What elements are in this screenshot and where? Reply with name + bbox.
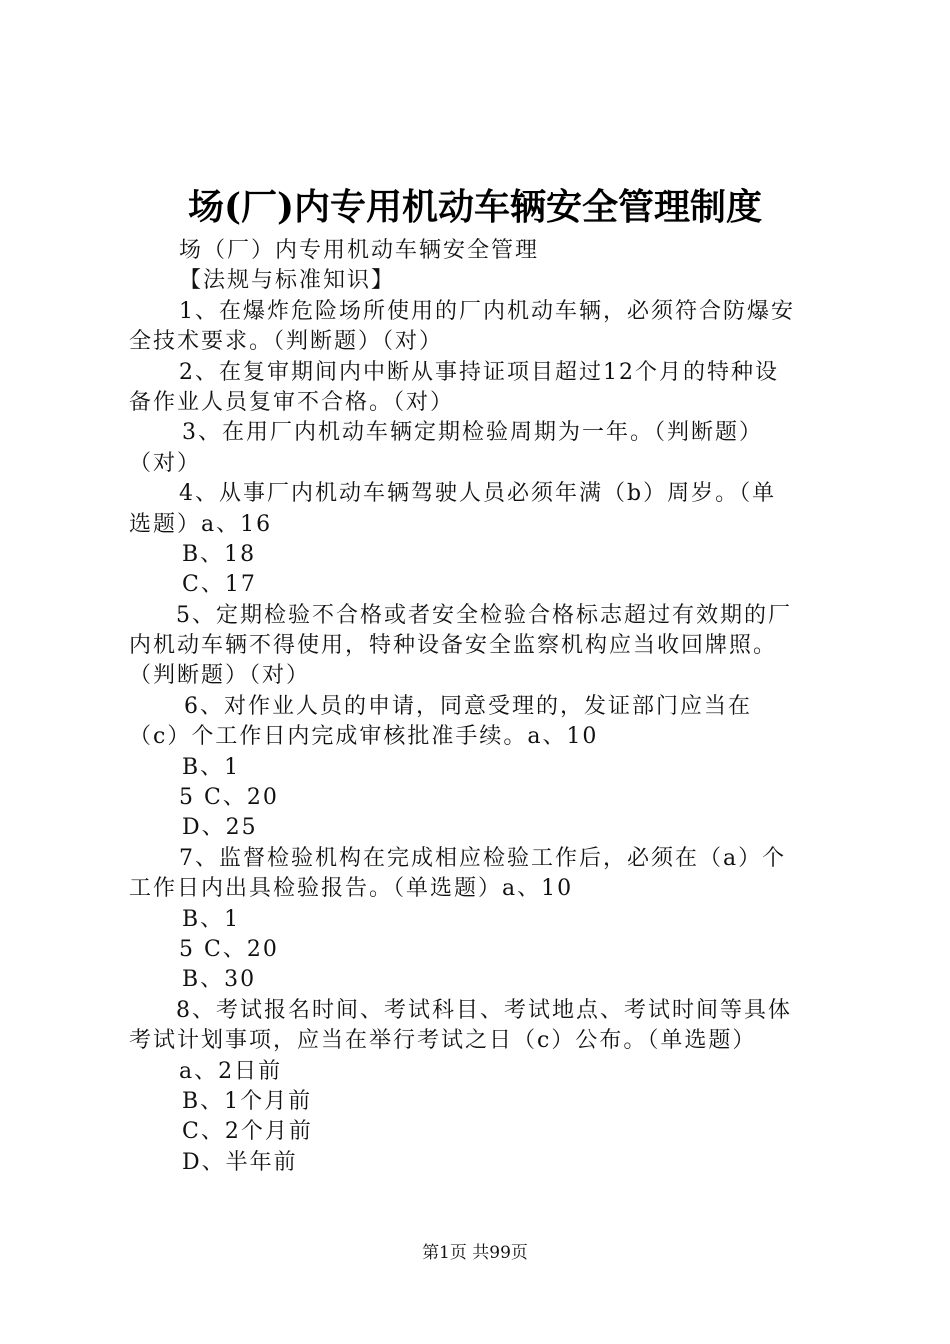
body-line: 5 C、20 <box>179 785 279 811</box>
body-line: D、半年前 <box>182 1149 298 1175</box>
body-line: 8、考试报名时间、考试科目、考试地点、考试时间等具体 <box>176 997 792 1023</box>
body-line: （对） <box>129 450 202 476</box>
body-line: 选题）a、16 <box>129 511 273 537</box>
body-line: 6、对作业人员的申请，同意受理的，发证部门应当在 <box>184 693 752 719</box>
body-line: 2、在复审期间内中断从事持证项目超过12个月的特种设 <box>179 359 779 385</box>
body-line: 备作业人员复审不合格。（对） <box>129 389 455 415</box>
body-line: B、1个月前 <box>182 1088 313 1114</box>
body-line: 内机动车辆不得使用，特种设备安全监察机构应当收回牌照。 <box>129 633 778 659</box>
body-line: B、30 <box>182 967 257 993</box>
body-line: C、17 <box>182 572 257 598</box>
body-line: B、1 <box>182 754 241 780</box>
body-line: 5 C、20 <box>179 936 279 962</box>
body-line: B、1 <box>182 906 241 932</box>
body-line: 【法规与标准知识】 <box>179 268 396 294</box>
document-body <box>129 236 834 1178</box>
body-line: a、2日前 <box>179 1058 283 1084</box>
body-line: C、2个月前 <box>182 1119 313 1145</box>
body-line: 1、在爆炸危险场所使用的厂内机动车辆，必须符合防爆安 <box>179 298 795 324</box>
page-footer: 第1页 共99页 <box>422 1243 528 1263</box>
body-line: 3、在用厂内机动车辆定期检验周期为一年。（判断题） <box>182 420 763 446</box>
body-line: 场（厂）内专用机动车辆安全管理 <box>179 238 540 263</box>
body-line: D、25 <box>182 815 258 841</box>
body-line: 7、监督检验机构在完成相应检验工作后，必须在（a）个 <box>179 845 787 871</box>
body-line: 5、定期检验不合格或者安全检验合格标志超过有效期的厂 <box>176 602 792 628</box>
body-line: （c）个工作日内完成审核批准手续。a、10 <box>129 724 599 750</box>
body-line: 全技术要求。（判断题）（对） <box>129 329 444 355</box>
body-line: 考试计划事项，应当在举行考试之日（c）公布。（单选题） <box>129 1028 757 1054</box>
body-line: 工作日内出具检验报告。（单选题）a、10 <box>129 876 574 902</box>
body-line: 4、从事厂内机动车辆驾驶人员必须年满（b）周岁。（单 <box>179 481 777 507</box>
body-line: B、18 <box>182 541 257 567</box>
document-title: 场(厂)内专用机动车辆安全管理制度 <box>187 186 763 228</box>
body-line: （判断题）（对） <box>129 663 311 689</box>
